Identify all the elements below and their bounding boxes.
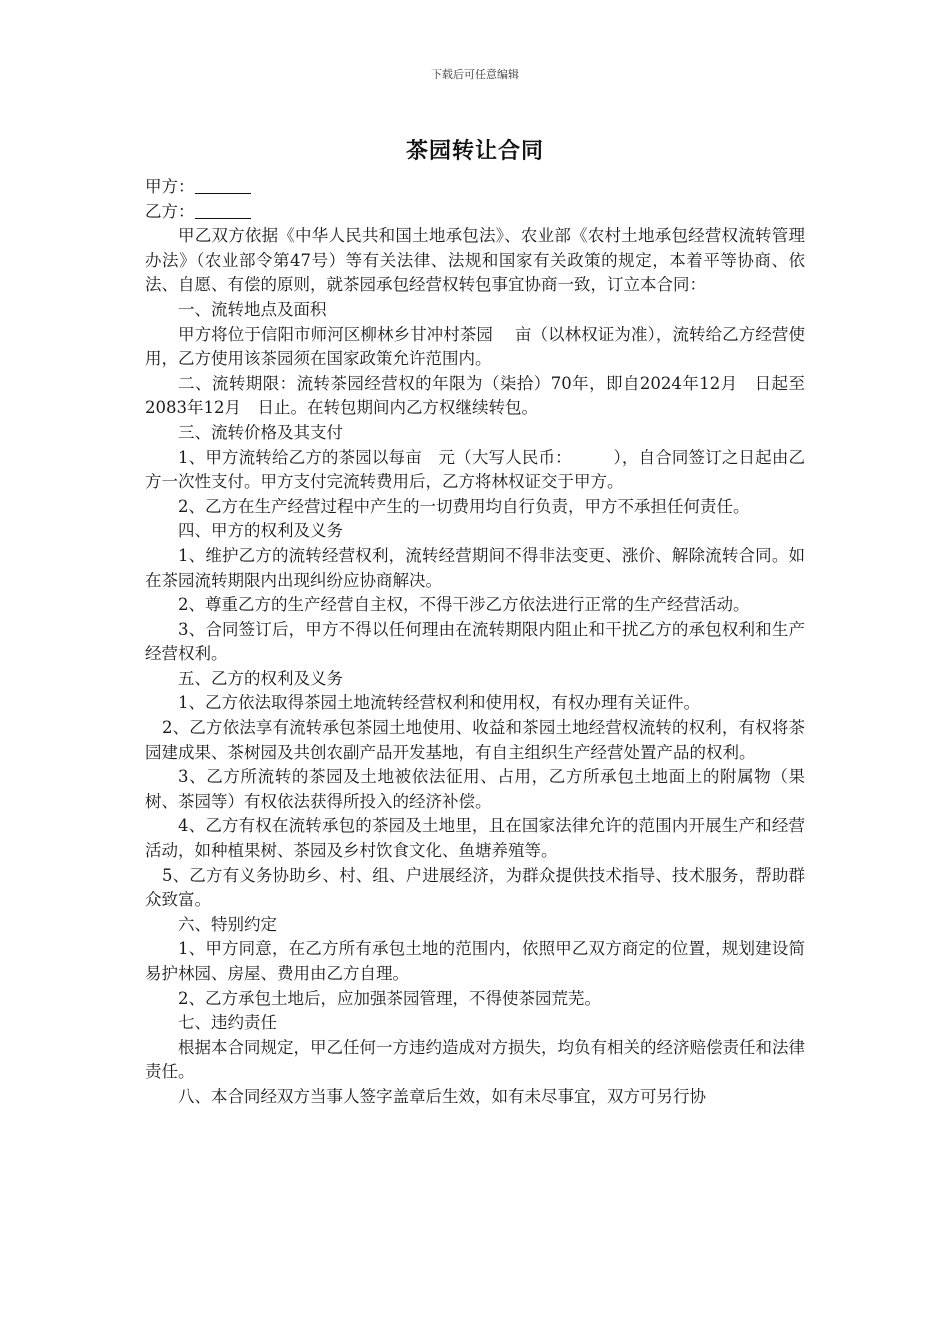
section-1-paragraph: 甲方将位于信阳市师河区柳林乡甘冲村茶园 亩（以林权证为准），流转给乙方经营使用，乙方使用该茶园须在国家政策允许范围内。 (145, 324, 805, 369)
preamble-paragraph: 甲乙双方依据《中华人民共和国土地承包法》、农业部《农村土地承包经营权流转管理办法》（农业部令第47号）等有关法律、法规和国家有关政策的规定，本着平等协商、依法、自愿、有偿的原则，就茶园承包经营权转包事宜协商一致，订立本合同： (145, 226, 805, 295)
party-a-line (145, 175, 805, 200)
party-b-label: 乙方： (145, 201, 195, 221)
section-heading-3: 三、流转价格及其支付 (178, 422, 343, 442)
section-heading-1: 一、流转地点及面积 (178, 299, 327, 319)
section-3-item-1: 1、甲方流转给乙方的茶园以每亩 元（大写人民币： ），自合同签订之日起由乙方一次性支付。甲方支付完流转费用后，乙方将林权证交于甲方。 (145, 447, 805, 492)
document-title: 茶园转让合同 (405, 139, 544, 164)
party-b-blank (195, 202, 251, 219)
page-header-note: 下载后可任意编辑 (431, 68, 519, 81)
section-3-item-2: 2、乙方在生产经营过程中产生的一切费用均自行负责，甲方不承担任何责任。 (178, 496, 750, 516)
section-6-item-1: 1、甲方同意，在乙方所有承包土地的范围内，依照甲乙双方商定的位置，规划建设简易护林园、房屋、费用由乙方自理。 (145, 939, 805, 983)
section-5-item-2: 2、乙方依法享有流转承包茶园土地使用、收益和茶园土地经营权流转的权利，有权将茶园建成果、茶树园及共创农副产品开发基地，有自主组织生产经营处置产品的权利。 (145, 718, 805, 762)
section-7-paragraph: 根据本合同规定，甲乙任何一方违约造成对方损失，均负有相关的经济赔偿责任和法律责任。 (145, 1037, 805, 1082)
section-5-item-5: 5、乙方有义务协助乡、村、组、户进展经济，为群众提供技术指导、技术服务，帮助群众致富。 (145, 865, 805, 910)
party-a-label: 甲方： (145, 177, 195, 196)
party-a-blank (195, 177, 251, 194)
section-5-item-1: 1、乙方依法取得茶园土地流转经营权利和使用权，有权办理有关证件。 (178, 693, 700, 713)
section-6-item-2: 2、乙方承包土地后，应加强茶园管理，不得使茶园荒芜。 (178, 988, 601, 1008)
section-heading-6: 六、特别约定 (178, 914, 277, 934)
section-5-item-3: 3、乙方所流转的茶园及土地被依法征用、占用，乙方所承包土地面上的附属物（果树、茶园等）有权依法获得所投入的经济补偿。 (145, 767, 805, 811)
section-heading-5: 五、乙方的权利及义务 (178, 668, 343, 688)
section-4-item-2: 2、尊重乙方的生产经营自主权，不得干涉乙方依法进行正常的生产经营活动。 (178, 595, 750, 615)
contract-body (145, 175, 805, 1110)
section-heading-7: 七、违约责任 (178, 1013, 277, 1033)
section-2-paragraph: 二、流转期限：流转茶园经营权的年限为（柒拾）70年，即自2024年12月 日起至2083年12月 日止。在转包期间内乙方权继续转包。 (145, 373, 805, 418)
section-4-item-1: 1、维护乙方的流转经营权利，流转经营期间不得非法变更、涨价、解除流转合同。如在茶园流转期限内出现纠纷应协商解决。 (145, 545, 805, 590)
section-5-item-4: 4、乙方有权在流转承包的茶园及土地里，且在国家法律允许的范围内开展生产和经营活动，如种植果树、茶园及乡村饮食文化、鱼塘养殖等。 (145, 816, 805, 861)
section-4-item-3: 3、合同签订后，甲方不得以任何理由在流转期限内阻止和干扰乙方的承包权利和生产经营权利。 (145, 619, 805, 664)
section-heading-4: 四、甲方的权利及义务 (178, 521, 343, 541)
party-b-line (145, 200, 805, 225)
section-8-paragraph: 八、本合同经双方当事人签字盖章后生效，如有未尽事宜，双方可另行协 (178, 1086, 706, 1106)
